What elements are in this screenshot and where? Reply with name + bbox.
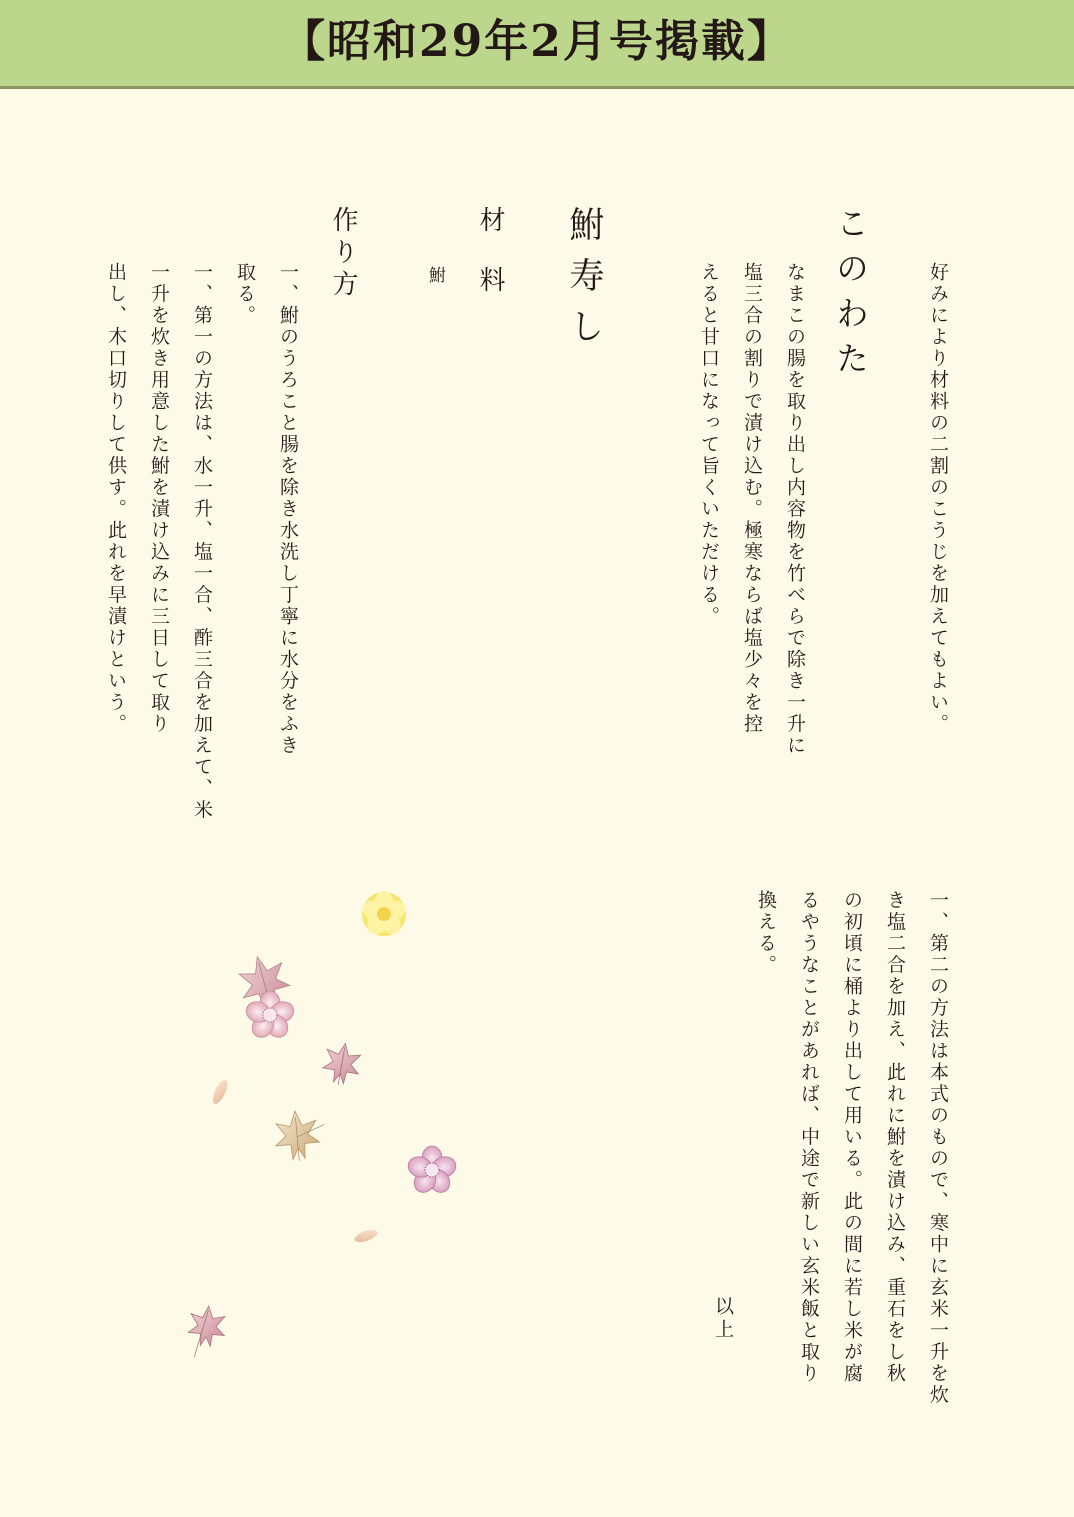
konowata-note: 好みにより材料の二割のこうじを加えてもよい。 [927, 262, 949, 735]
cherry-blossom-icon [405, 1146, 458, 1197]
second-method-line-2: き塩二合を加え、此れに鮒を漬け込み、重石をし秋 [884, 890, 906, 1385]
material-item-funa: 鮒 [425, 266, 445, 285]
petal-icon [210, 1078, 230, 1106]
method-step-2: 一、第一の方法は、水一升、塩一合、酢三合を加えて、米 [191, 262, 213, 821]
konowata-line-3: えると甘口になって旨くいただける。 [698, 262, 720, 628]
second-method-line-3: の初頃に桶より出して用いる。此の間に若し米が腐 [841, 890, 863, 1385]
cherry-blossom-icon [243, 991, 296, 1042]
method-step-1: 一、鮒のうろこと腸を除き水洗し丁寧に水分をふき [277, 262, 299, 757]
maple-leaf-icon [273, 1109, 327, 1163]
method-step-2-cont-1: 一升を炊き用意した鮒を漬け込みに三日して取り [148, 262, 170, 735]
maple-leaf-icon [186, 1305, 226, 1360]
konowata-line-1: なまこの腸を取り出し内容物を竹べらで除き一升に [784, 262, 806, 757]
second-method-line-5: 換える。 [755, 890, 777, 976]
materials-label: 材 料 [475, 206, 505, 296]
konowata-heading: このわた [831, 206, 870, 386]
second-method-line-4: るやうなことがあれば、中途で新しい玄米飯と取り [798, 890, 820, 1385]
method-step-2-cont-2: 出し、木口切りして供す。此れを早漬けという。 [105, 262, 127, 735]
method-label: 作り方 [328, 206, 358, 302]
page-title: 【昭和29年2月号掲載】 [281, 16, 793, 67]
maple-leaf-icon [320, 1040, 363, 1088]
petal-icon [353, 1227, 379, 1245]
funazushi-heading: 鮒寿し [564, 206, 604, 359]
second-method-line-1: 一、第二の方法は本式のもので、寒中に玄米一升を炊 [927, 890, 949, 1406]
method-step-1-cont: 取る。 [234, 262, 256, 327]
yellow-flower-icon [360, 891, 408, 938]
konowata-line-2: 塩三合の割りで漬け込む。極寒ならば塩少々を控 [741, 262, 763, 735]
closing-text: 以上 [712, 1296, 734, 1342]
